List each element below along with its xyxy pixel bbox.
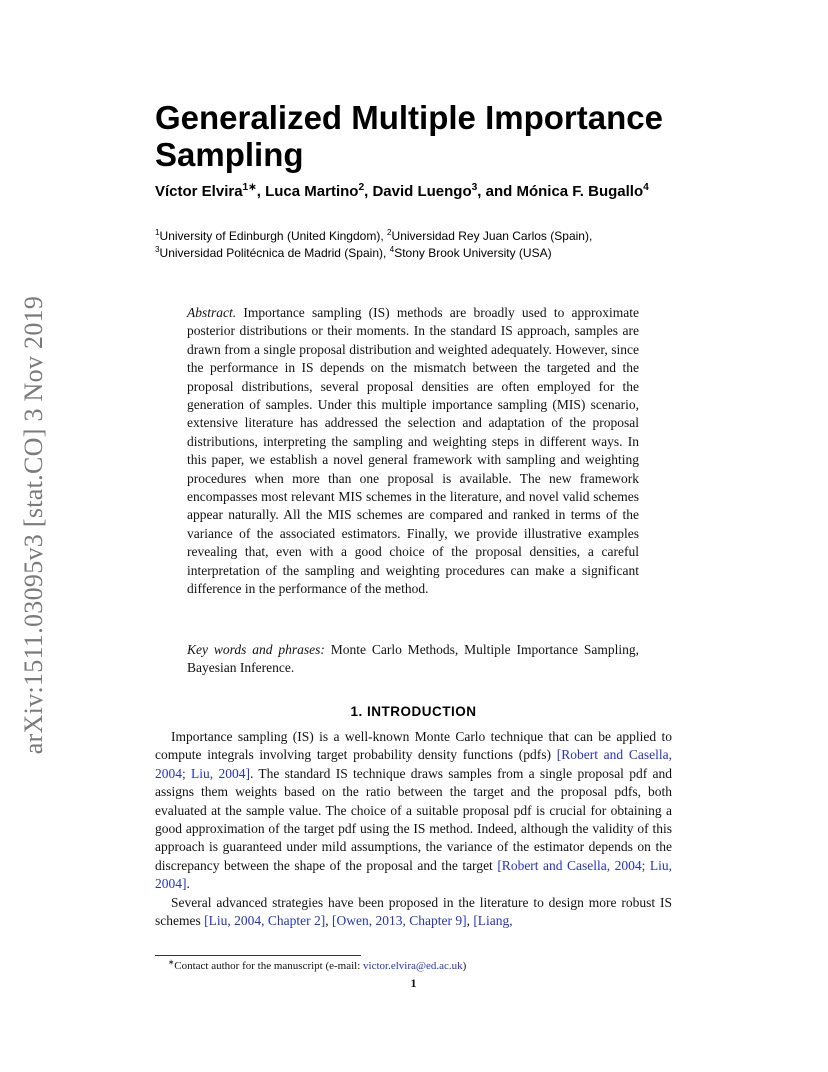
affiliation-text: University of Edinburgh (United Kingdom), <box>159 229 387 243</box>
affiliation-text: Stony Brook University (USA) <box>394 246 552 260</box>
arxiv-identifier[interactable]: arXiv:1511.03095v3 [stat.CO] 3 Nov 2019 <box>19 295 48 755</box>
author-sup: 2 <box>358 182 365 193</box>
affiliation-line <box>155 245 675 262</box>
affiliation-sup: 1 <box>155 228 160 237</box>
citation-link[interactable]: [Robert and Casella, 2004; Liu, 2004] <box>155 747 673 781</box>
paragraph-text: Importance sampling (IS) is a well-known Monte Carlo technique that can be applied to compute integrals involving target probability density functions (pdfs) <box>155 729 672 763</box>
citation-link[interactable]: [Liang, <box>473 913 513 929</box>
author-name: David Luengo <box>372 183 472 200</box>
page-number: 1 <box>410 976 417 990</box>
affiliation-sup: 2 <box>386 228 392 237</box>
paragraph-text: Several advanced strategies have been proposed in the literature to design more robust IS schemes <box>155 894 672 929</box>
paragraph-text: , <box>325 913 332 929</box>
keywords-label: Key words and phrases: <box>187 642 325 657</box>
email-link[interactable]: victor.elvira@ed.ac.uk <box>363 960 463 972</box>
citation-link[interactable]: [Robert and Casella, 2004; Liu, 2004] <box>155 857 672 892</box>
affiliation-text: Universidad Politécnica de Madrid (Spain), <box>159 246 390 260</box>
citation-link[interactable]: [Liu, 2004, Chapter 2] <box>204 913 326 929</box>
affiliation-sup: 4 <box>389 245 395 254</box>
intro-paragraph-2 <box>155 894 672 931</box>
abstract-label: Abstract. <box>187 305 237 320</box>
footnote-mark: ∗ <box>168 957 175 967</box>
author-name: Mónica F. Bugallo <box>516 183 644 200</box>
author-sup: 1∗ <box>242 182 257 193</box>
abstract <box>187 304 639 599</box>
affiliation-text: Universidad Rey Juan Carlos (Spain), <box>391 229 593 243</box>
footnote-close: ) <box>462 960 467 972</box>
author-separator: , <box>256 183 266 200</box>
author-separator: , <box>364 183 373 200</box>
author-name: Luca Martino <box>265 183 359 200</box>
affiliation-line <box>155 228 675 245</box>
introduction-body <box>155 728 672 930</box>
paper-title: Generalized Multiple Importance Sampling <box>155 99 663 173</box>
intro-paragraph-1 <box>155 728 672 894</box>
affiliation-sup: 3 <box>155 245 160 254</box>
citation-link[interactable]: [Owen, 2013, Chapter 9] <box>331 913 467 929</box>
author-name: Víctor Elvira <box>155 183 243 200</box>
section-heading: 1. INTRODUCTION <box>350 704 477 719</box>
author-list <box>155 182 675 202</box>
abstract-text: Importance sampling (IS) methods are broadly used to approximate posterior distributions or their moments. In the standard IS approach, samples are drawn from a single proposal distribution and weighted adequately. However, since the performance in IS depends on the mismatch between the targeted and the proposal distributions, several proposal densities are often employed for the generation of samples. Under this multiple importance sampling (MIS) scenario, extensive literature has addressed the selection and adaptation of the proposal distributions, interpreting the sampling and weighting steps in different ways. In this paper, we establish a novel general framework with sampling and weighting procedures when more than one proposal is available. The new framework encompasses most relevant MIS schemes in the literature, and novel valid schemes appear naturally. All the MIS schemes are compared and ranked in terms of the variance of the associated estimators. Finally, we provide illustrative examples revealing that, even with a good choice of the proposal densities, a careful interpretation of the sampling and weighting procedures can make a significant difference in the performance of the method. <box>187 305 640 597</box>
keywords-text: Monte Carlo Methods, Multiple Importance Sampling, Bayesian Inference. <box>187 642 639 676</box>
author-sup: 3 <box>471 182 478 193</box>
footnote <box>168 959 668 973</box>
paragraph-text: . <box>186 876 190 892</box>
affiliations <box>155 228 675 262</box>
footnote-divider <box>155 955 361 956</box>
footnote-text: Contact author for the manuscript (e-mail: <box>174 960 364 972</box>
paragraph-text: . The standard IS technique draws samples from a single proposal pdf and assigns them weights based on the ratio between the target and the proposal pdfs, both evaluated at the sample value. The choice of a suitable proposal pdf is crucial for obtaining a good approximation of the target pdf using the IS method. Indeed, although the validity of this approach is guaranteed under mild assumptions, the variance of the estimator depends on the discrepancy between the shape of the proposal and the target <box>155 765 673 873</box>
paragraph-text: , <box>466 913 474 929</box>
author-sup: 4 <box>643 182 649 193</box>
author-separator: , and <box>477 183 517 200</box>
keywords <box>187 641 639 678</box>
